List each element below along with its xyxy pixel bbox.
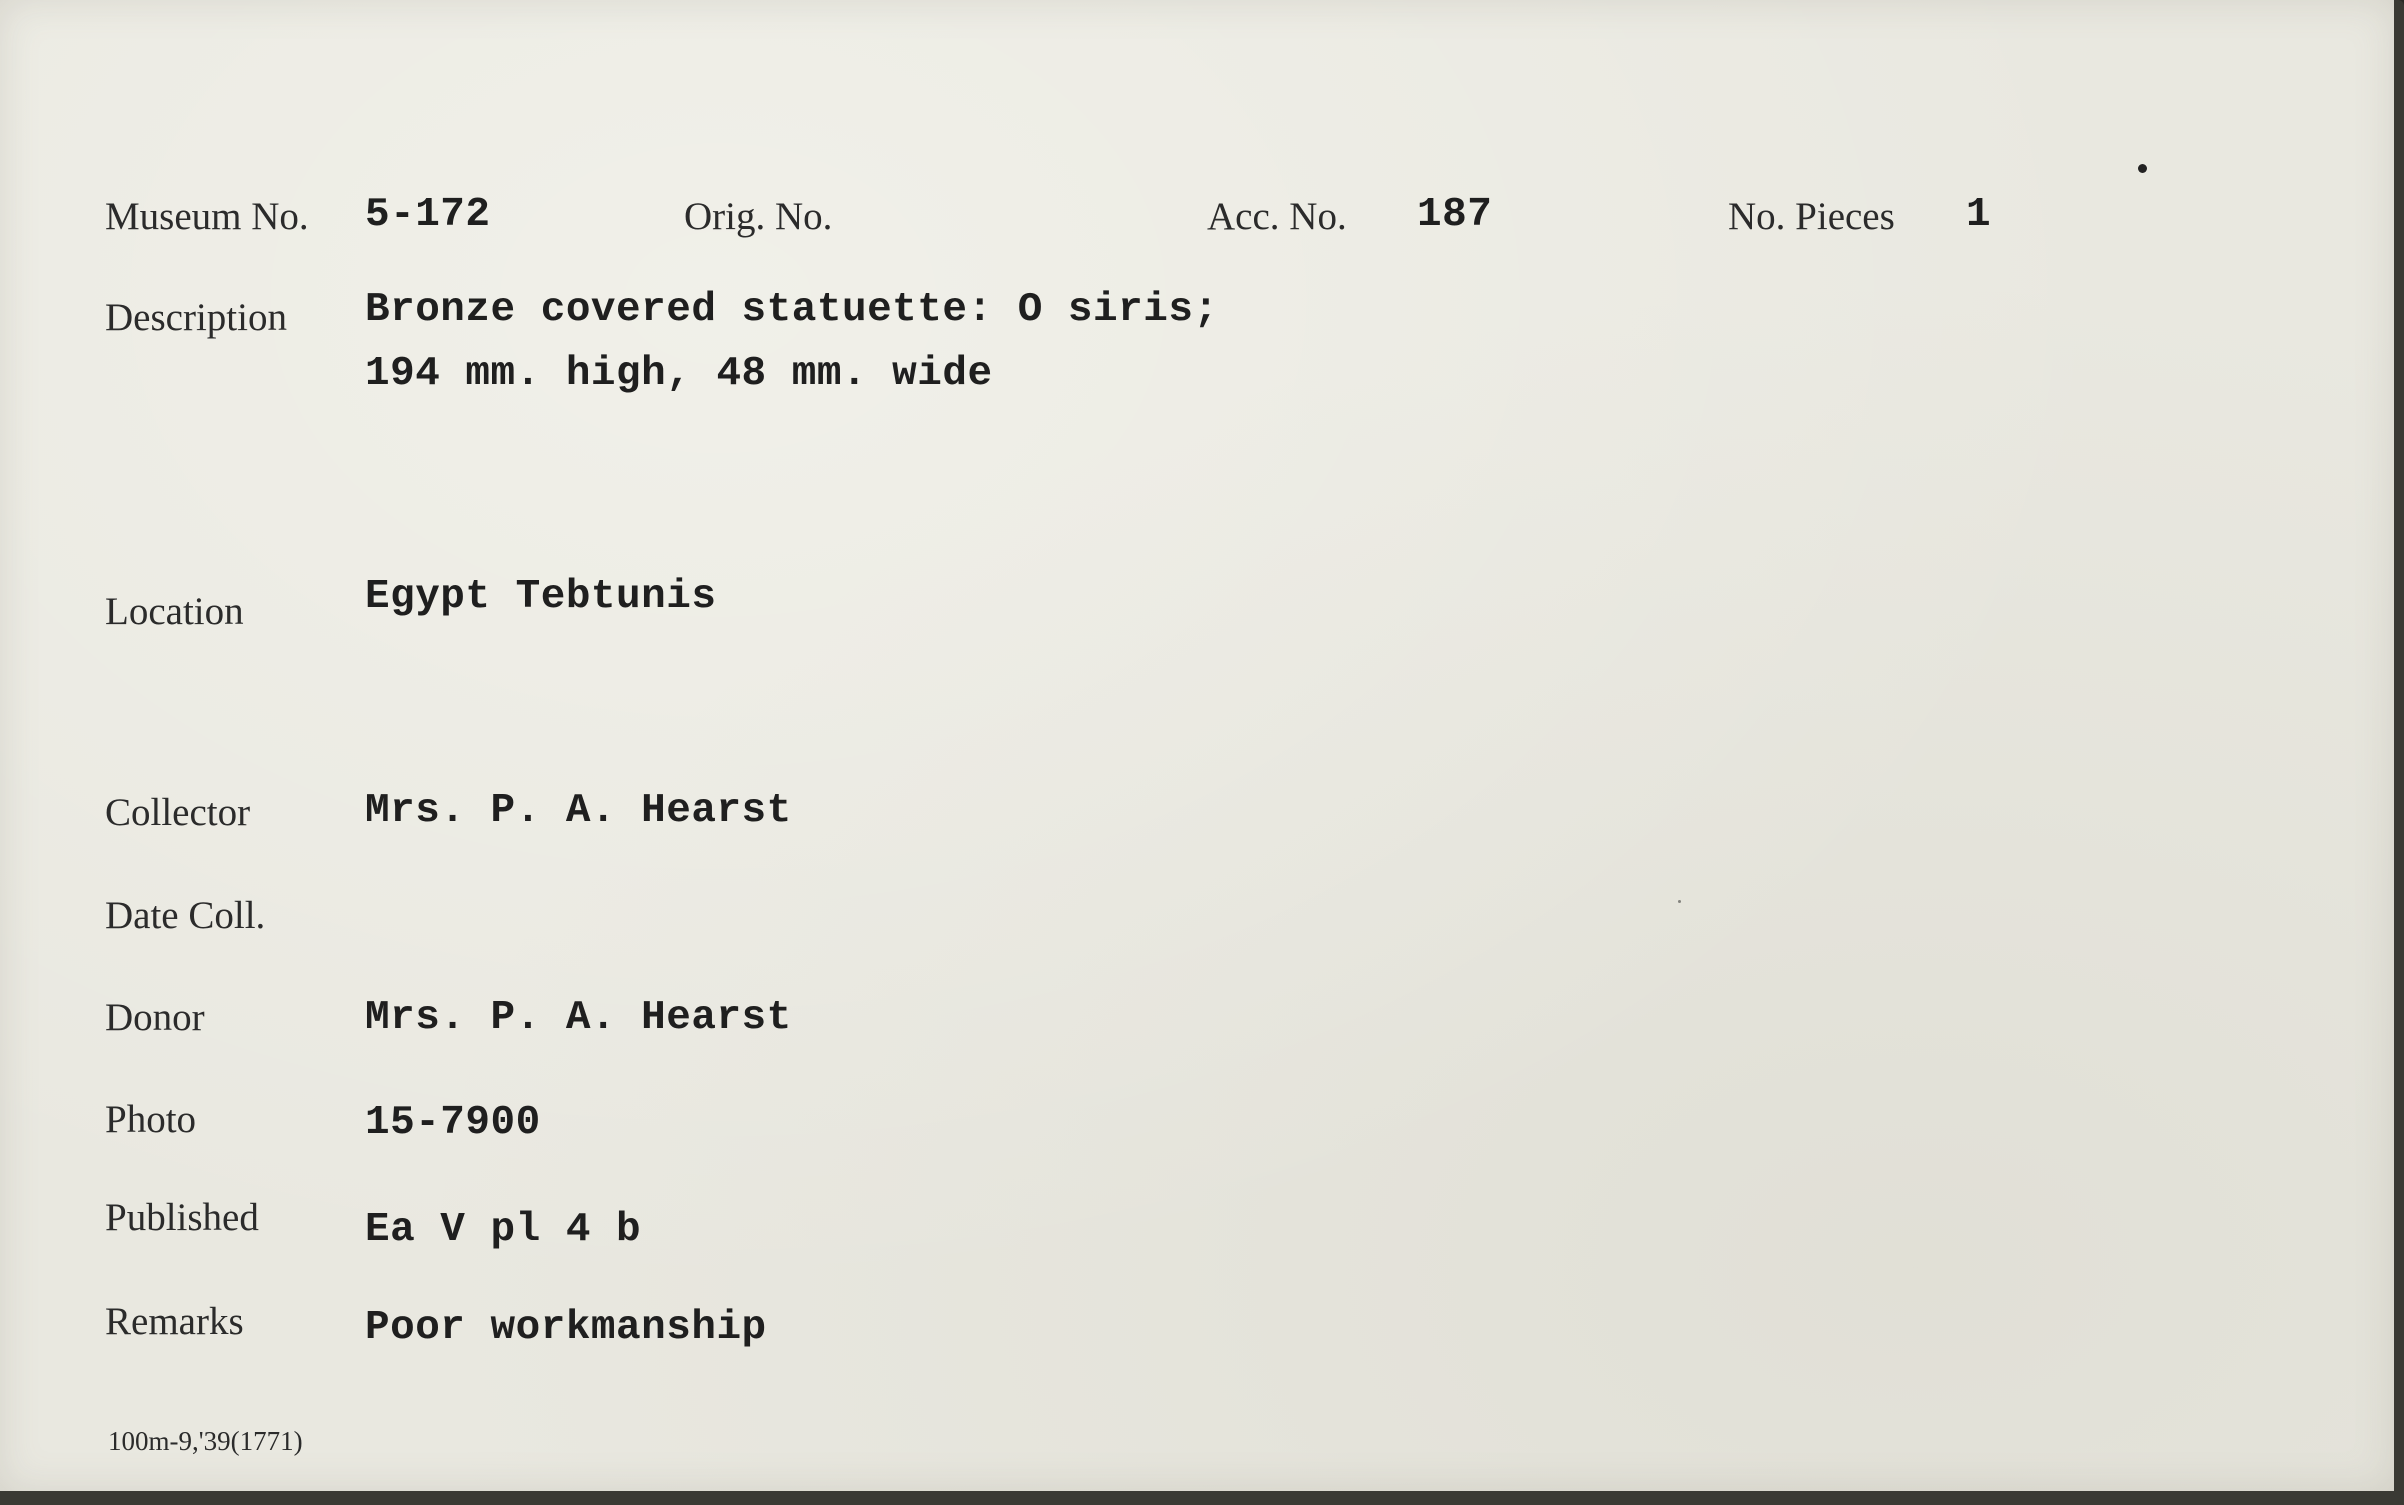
collector-value: Mrs. P. A. Hearst [365,788,792,834]
acc-no-value: 187 [1417,192,1493,238]
no-pieces-value: 1 [1966,192,1992,238]
remarks-value: Poor workmanship [365,1305,767,1351]
published-label: Published [105,1196,259,1239]
no-pieces-label: No. Pieces [1728,195,1895,238]
remarks-label: Remarks [105,1300,244,1343]
photo-value: 15-7900 [365,1100,541,1146]
form-code: 100m-9,'39(1771) [108,1426,303,1456]
date-coll-label: Date Coll. [105,894,266,937]
museum-no-value: 5-172 [365,192,491,238]
description-line-2: 194 mm. high, 48 mm. wide [365,351,993,397]
orig-no-label: Orig. No. [684,195,833,238]
location-value: Egypt Tebtunis [365,574,717,620]
acc-no-label: Acc. No. [1207,195,1347,238]
ink-speck [2138,164,2147,173]
location-label: Location [105,590,244,633]
ink-speck [1678,900,1681,903]
published-value: Ea V pl 4 b [365,1207,642,1253]
photo-label: Photo [105,1098,197,1141]
description-label: Description [105,296,287,339]
description-line-1: Bronze covered statuette: O siris; [365,287,1219,333]
museum-no-label: Museum No. [105,195,309,238]
donor-value: Mrs. P. A. Hearst [365,995,792,1041]
collector-label: Collector [105,791,251,834]
donor-label: Donor [105,996,205,1039]
